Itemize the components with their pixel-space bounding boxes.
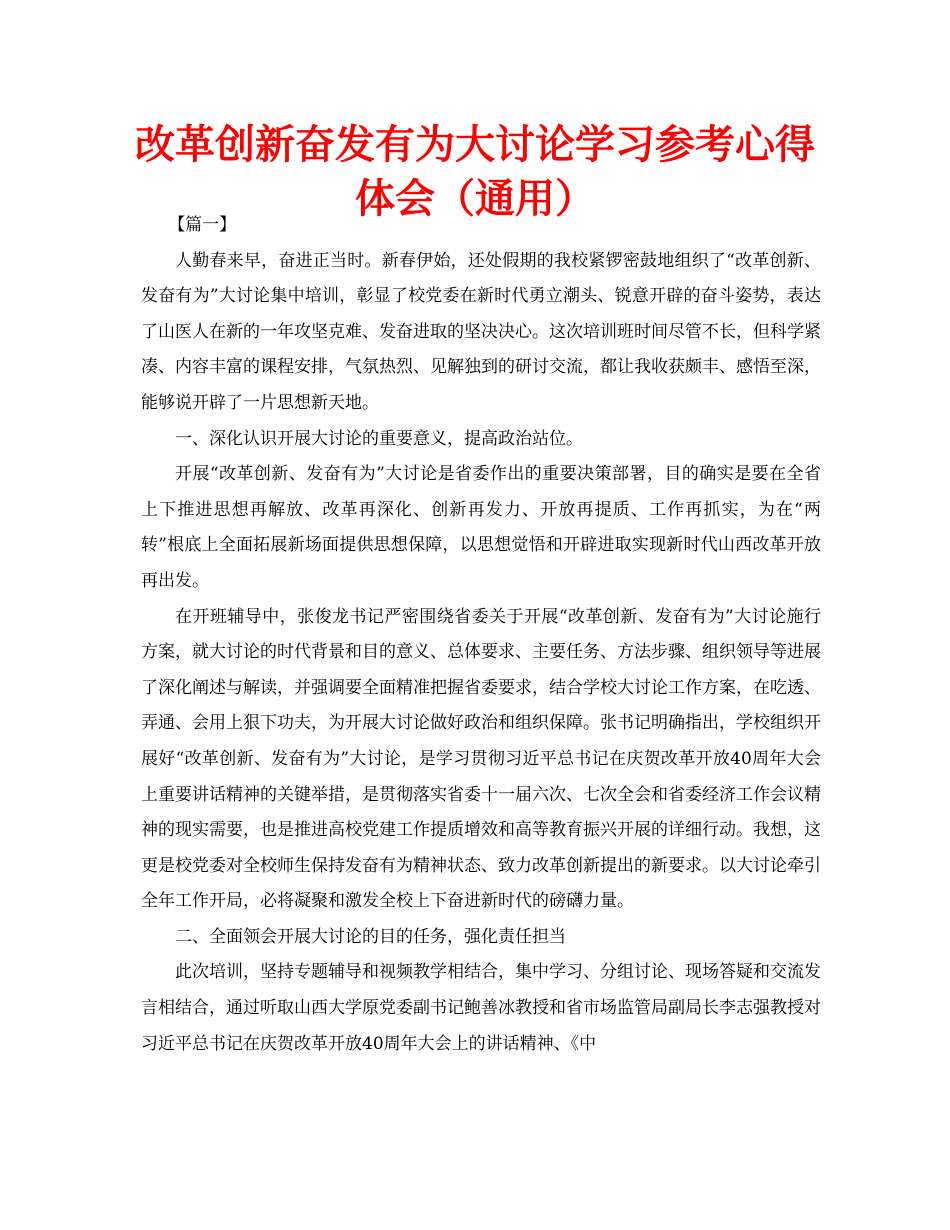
document-body <box>141 208 821 1062</box>
heading-section-1: 一、深化认识开展大讨论的重要意义，提高政治站位。 <box>175 428 583 449</box>
paragraph-section-1-a: 开展“改革创新、发奋有为”大讨论是省委作出的重要决策部署，目的确实是要在全省上下推进思想再解放、改革再深化、创新再发力、开放再提质、工作再抓实，为在“两转”根底上全面拓展新场面提供思想保障，以思想觉悟和开辟进取实现新时代山西改革开放再出发。 <box>141 464 821 591</box>
paragraph-section-2-a: 此次培训，坚持专题辅导和视频教学相结合，集中学习、分组讨论、现场答疑和交流发言相结合，通过听取山西大学原党委副书记鲍善冰教授和省市场监管局副局长李志强教授对习近平总书记在庆贺改革开放40周年大会上的讲话精神、《中 <box>141 962 821 1054</box>
heading-section-2: 二、全面领会开展大讨论的目的任务，强化责任担当 <box>175 926 566 947</box>
paragraph-intro: 人勤春来早，奋进正当时。新春伊始，还处假期的我校紧锣密鼓地组织了“改革创新、发奋有为”大讨论集中培训，彰显了校党委在新时代勇立潮头、锐意开辟的奋斗姿势，表达了山医人在新的一年攻坚克难、发奋进取的坚决决心。这次培训班时间尽管不长，但科学紧凑、内容丰富的课程安排，气氛热烈、见解独到的研讨交流，都让我收获颇丰、感悟至深，能够说开辟了一片思想新天地。 <box>141 250 821 413</box>
section-tag: 【篇一】 <box>168 215 237 235</box>
paragraph-section-1-b: 在开班辅导中，张俊龙书记严密围绕省委关于开展“改革创新、发奋有为”大讨论施行方案，就大讨论的时代背景和目的意义、总体要求、主要任务、方法步骤、组织领导等进展了深化阐述与解读，并强调要全面精准把握省委要求，结合学校大讨论工作方案，在吃透、弄通、会用上狠下功夫，为开展大讨论做好政治和组织保障。张书记明确指出，学校组织开展好“改革创新、发奋有为”大讨论，是学习贯彻习近平总书记在庆贺改革开放40周年大会上重要讲话精神的关键举措，是贯彻落实省委十一届六次、七次全会和省委经济工作会议精神的现实需要，也是推进高校党建工作提质增效和高等教育振兴开展的详细行动。我想，这更是校党委对全校师生保持发奋有为精神状态、致力改革创新提出的新要求。以大讨论牵引全年工作开局，必将凝聚和激发全校上下奋进新时代的磅礴力量。 <box>141 606 821 912</box>
document-title: 改革创新奋发有为大讨论学习参考心得体会（通用） <box>135 122 815 222</box>
